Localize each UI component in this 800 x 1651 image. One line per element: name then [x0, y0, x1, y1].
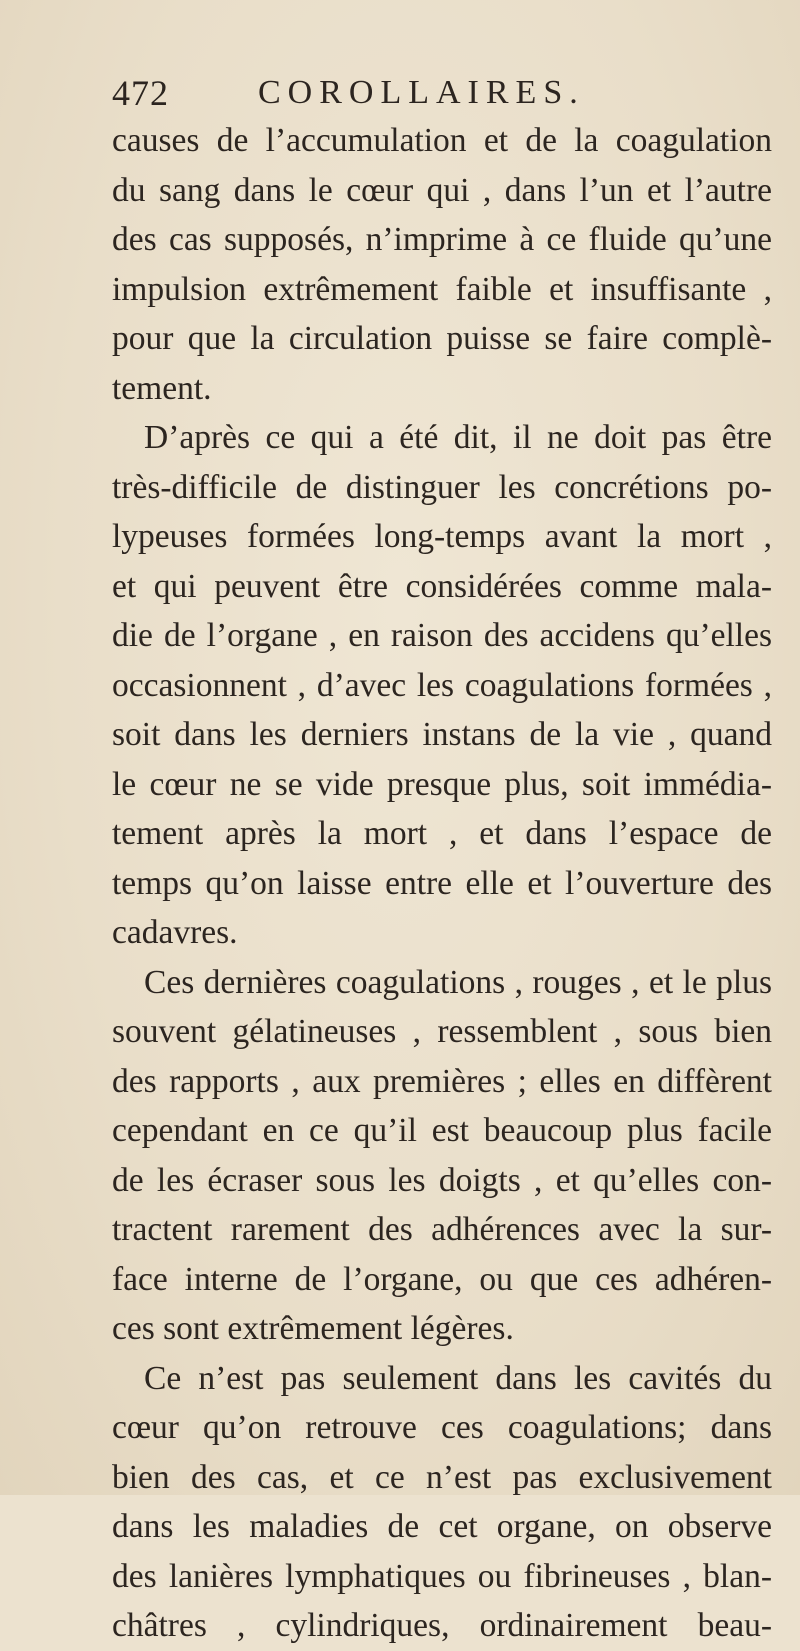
- text-line: cependant en ce qu’il est beaucoup plus facile: [112, 1112, 772, 1149]
- text-line: tractent rarement des adhérences avec la sur-: [112, 1211, 772, 1248]
- page-header: [112, 70, 772, 116]
- text-line: face interne de l’organe, ou que ces adhéren-: [112, 1260, 772, 1298]
- text-line: bien des cas, et ce n’est pas exclusivement: [112, 1458, 772, 1496]
- paragraph-start-line: Ce n’est pas seulement dans les cavités du: [144, 1359, 772, 1397]
- text-line: occasionnent , d’avec les coagulations formées ,: [112, 666, 772, 704]
- text-line: des cas supposés, n’imprime à ce fluide qu’une: [112, 221, 772, 258]
- text-line: dans les maladies de cet organe, on observe: [112, 1508, 772, 1545]
- text-line: tement après la mort , et dans l’espace de: [112, 815, 772, 852]
- text-line: du sang dans le cœur qui , dans l’un et l’autre: [112, 171, 772, 209]
- body-text: [112, 116, 772, 1651]
- text-line: pour que la circulation puisse se faire complè-: [112, 320, 772, 357]
- text-line: très-difficile de distinguer les concrétions po-: [112, 468, 772, 506]
- text-line: lypeuses formées long-temps avant la mort ,: [112, 518, 772, 555]
- page-number: 472: [112, 73, 169, 113]
- text-line: impulsion extrêmement faible et insuffisante ,: [112, 270, 772, 308]
- text-line: causes de l’accumulation et de la coagulation: [112, 122, 772, 159]
- text-line: ces sont extrêmement légères.: [112, 1310, 514, 1347]
- text-line: tement.: [112, 369, 212, 407]
- text-line: temps qu’on laisse entre elle et l’ouverture des: [112, 864, 772, 902]
- text-line: cadavres.: [112, 914, 238, 951]
- text-line: des lanières lymphatiques ou fibrineuses , blan-: [112, 1557, 772, 1595]
- text-line: soit dans les derniers instans de la vie , quand: [112, 716, 772, 753]
- text-line: souvent gélatineuses , ressemblent , sous bien: [112, 1013, 772, 1050]
- running-head: COROLLAIRES.: [258, 74, 585, 111]
- text-line: et qui peuvent être considérées comme mala-: [112, 567, 772, 605]
- paragraph-start-line: Ces dernières coagulations , rouges , et le plus: [144, 963, 772, 1001]
- text-line: châtres , cylindriques, ordinairement beau-: [112, 1607, 772, 1644]
- text-line: des rapports , aux premières ; elles en diffèrent: [112, 1062, 772, 1100]
- text-line: cœur qu’on retrouve ces coagulations; dans: [112, 1409, 772, 1446]
- paragraph-start-line: D’après ce qui a été dit, il ne doit pas être: [144, 419, 772, 456]
- text-line: de les écraser sous les doigts , et qu’elles con-: [112, 1161, 772, 1199]
- text-line: le cœur ne se vide presque plus, soit immédia-: [112, 765, 772, 803]
- text-line: die de l’organe , en raison des accidens qu’elles: [112, 617, 772, 654]
